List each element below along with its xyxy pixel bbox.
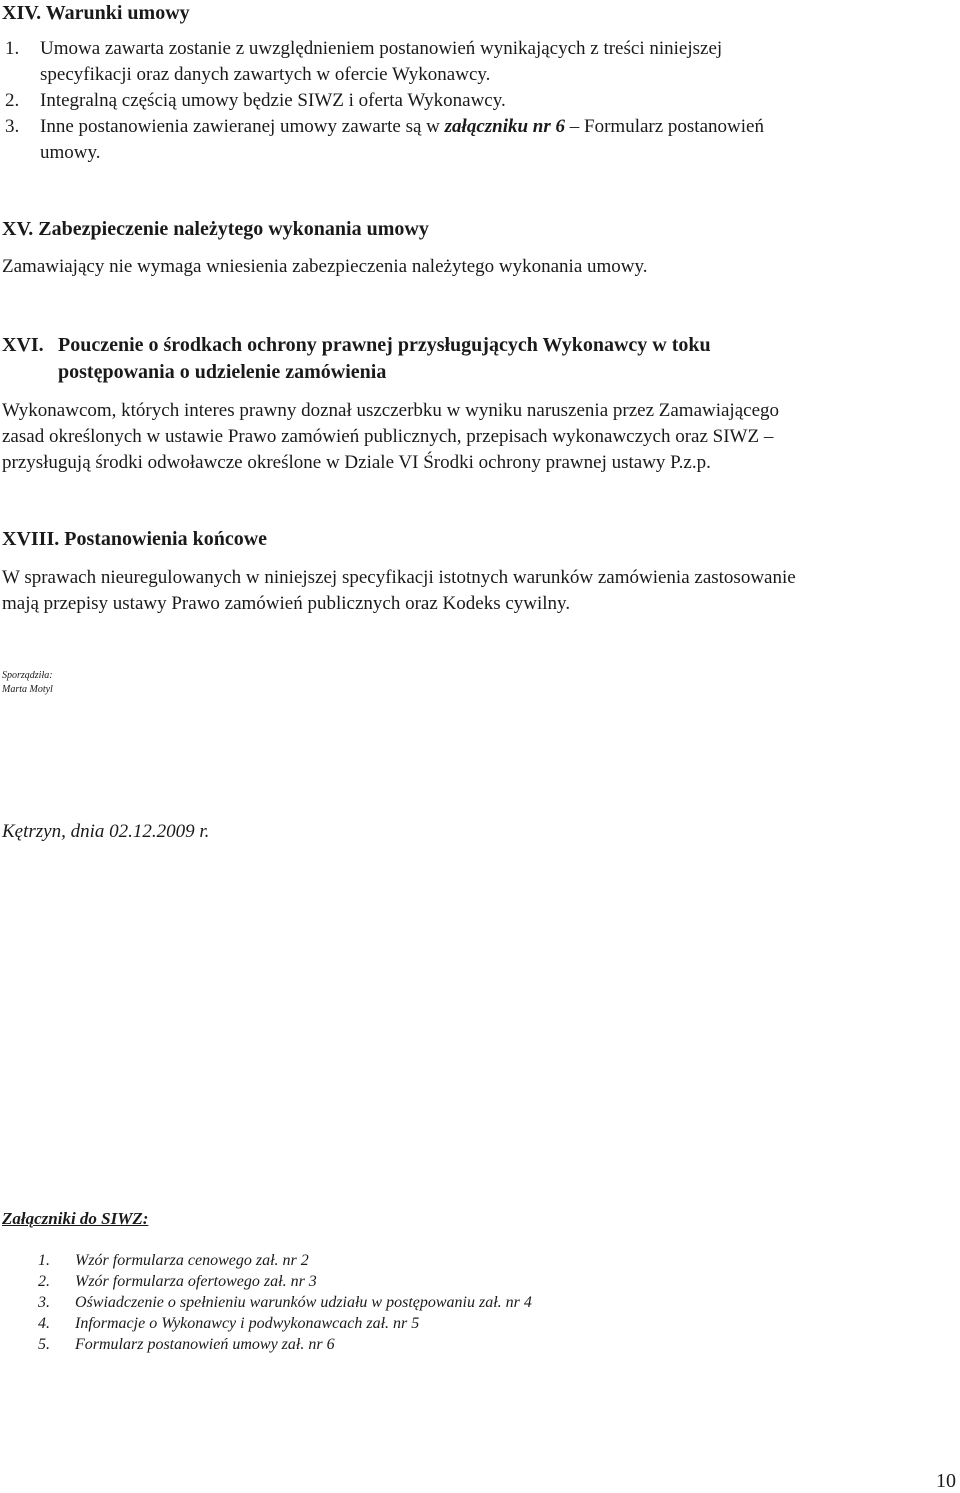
attachments-title: Załączniki do SIWZ:	[2, 1209, 149, 1228]
attachment-item	[38, 1334, 335, 1355]
section-18-heading: XVIII. Postanowienia końcowe	[2, 528, 268, 550]
section-16-heading-num: XVI.	[2, 334, 44, 356]
place-and-date: Kętrzyn, dnia 02.12.2009 r.	[2, 821, 210, 842]
attachment-text: Informacje o Wykonawcy i podwykonawcach zał. nr 5	[75, 1315, 420, 1332]
section-15-text: Zamawiający nie wymaga wniesienia zabezpieczenia należytego wykonania umowy.	[2, 256, 648, 277]
prepared-by-name: Marta Motyl	[2, 684, 53, 695]
section-14-item-2	[5, 88, 506, 114]
section-16-text-line-2: zasad określonych w ustawie Prawo zamówień publicznych, przepisach wykonawczych oraz SIWZ –	[2, 426, 774, 447]
section-15-heading: XV. Zabezpieczenie należytego wykonania umowy	[2, 218, 429, 240]
attachment-item	[38, 1292, 532, 1313]
attachment-item	[38, 1313, 419, 1334]
item-number: 1.	[5, 38, 20, 59]
attachment-item	[38, 1271, 317, 1292]
attachment-text: Formularz postanowień umowy zał. nr 6	[75, 1336, 335, 1353]
attachment-text: Wzór formularza cenowego zał. nr 2	[75, 1252, 309, 1269]
section-14-item-1-cont: specyfikacji oraz danych zawartych w ofercie Wykonawcy.	[40, 64, 491, 85]
item-number: 3.	[5, 116, 20, 137]
section-16-text-line-3: przysługują środki odwoławcze określone w Dziale VI Środki ochrony prawnej ustawy P.z.p.	[2, 452, 711, 473]
page-number: 10	[936, 1470, 956, 1492]
item-text: Integralną częścią umowy będzie SIWZ i oferta Wykonawcy.	[40, 90, 506, 111]
attachment-reference: załączniku nr 6	[444, 116, 566, 137]
attachment-item	[38, 1250, 309, 1271]
section-14-item-3	[5, 114, 764, 140]
section-16-text-line-1: Wykonawcom, których interes prawny doznał uszczerbku w wyniku naruszenia przez Zamawiającego	[2, 400, 780, 421]
attachment-text: Wzór formularza ofertowego zał. nr 3	[75, 1273, 317, 1290]
section-16-heading: Pouczenie o środkach ochrony prawnej przysługujących Wykonawcy w toku	[58, 334, 711, 356]
section-18-text-line-1: W sprawach nieuregulowanych w niniejszej specyfikacji istotnych warunków zamówienia zastosowanie	[2, 567, 796, 588]
section-18-text-line-2: mają przepisy ustawy Prawo zamówień publicznych oraz Kodeks cywilny.	[2, 593, 571, 614]
section-14-heading: XIV. Warunki umowy	[2, 2, 190, 24]
attachment-text: Oświadczenie o spełnieniu warunków udziału w postępowaniu zał. nr 4	[75, 1294, 532, 1311]
attachment-number: 3.	[38, 1294, 50, 1311]
item-text: Umowa zawarta zostanie z uwzględnieniem postanowień wynikających z treści niniejszej	[40, 38, 723, 59]
section-14-item-1	[5, 36, 955, 62]
attachment-number: 1.	[38, 1252, 50, 1269]
prepared-by-label: Sporządziła:	[2, 670, 53, 681]
section-16-heading-cont: postępowania o udzielenie zamówienia	[58, 361, 387, 383]
attachment-number: 2.	[38, 1273, 50, 1290]
item-text-tail: – Formularz postanowień	[569, 116, 764, 137]
attachment-number: 4.	[38, 1315, 50, 1332]
item-text: Inne postanowienia zawieranej umowy zawarte są w	[40, 116, 440, 137]
section-14-item-3-cont: umowy.	[40, 142, 101, 163]
attachment-number: 5.	[38, 1336, 50, 1353]
item-number: 2.	[5, 90, 20, 111]
